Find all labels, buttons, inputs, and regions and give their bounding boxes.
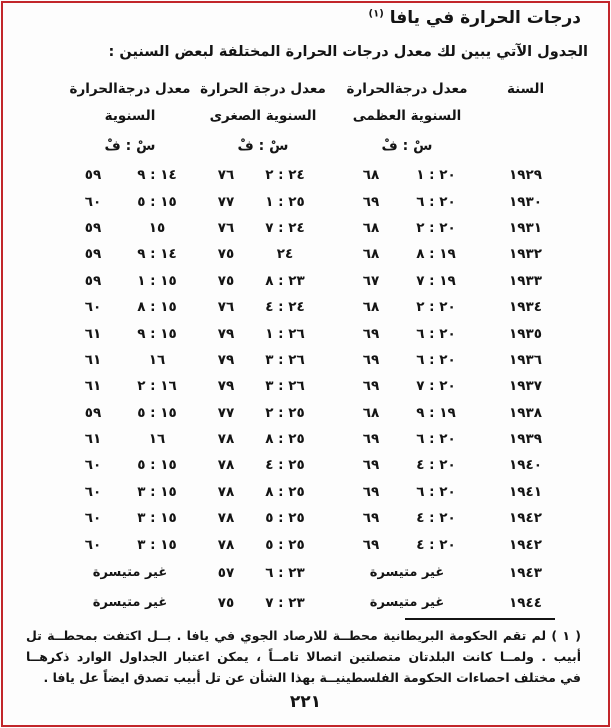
year-cell: ١٩٤٣ [509,564,542,581]
intro-text: الجدول الآتي يبين لك معدل درجات الحرارة المختلفة لبعض السنين : [108,44,588,60]
column-header-annual-temp: معدل درجةالحرارة [69,81,191,97]
annual-celsius-cell: ١٥ : ٩ [137,325,177,342]
annual-celsius-cell: ١٦ [148,351,166,368]
min-fahrenheit-cell: ٧٨ [217,510,235,527]
max-fahrenheit-cell: ٦٩ [362,536,380,553]
subheader-annual-max: السنوية العظمى [352,108,462,124]
min-fahrenheit-cell: ٧٦ [217,219,235,236]
subheader-annual: السنوية [104,108,156,124]
annual-celsius-cell: ١٥ : ٥ [137,457,177,474]
year-cell: ١٩٣٣ [509,272,542,289]
min-fahrenheit-cell: ٧٦ [217,167,235,184]
annual-fahrenheit-cell: ٥٩ [84,246,102,263]
annual-celsius-cell: ١٥ : ١ [137,272,177,289]
year-cell: ١٩٤٤ [509,594,542,611]
min-fahrenheit-cell: ٧٧ [217,404,235,421]
annual-fahrenheit-cell: ٥٩ [84,404,102,421]
max-celsius-cell: ٢٠ : ١ [416,167,456,184]
min-fahrenheit-cell: ٧٦ [217,299,235,316]
column-header-max-temp: معدل درجةالحرارة [346,81,468,97]
units-header-min: سْ : فْ [237,138,289,154]
max-fahrenheit-cell: ٦٩ [362,457,380,474]
annual-celsius-cell: ١٥ [148,219,166,236]
min-celsius-cell: ٢٦ : ٣ [265,351,305,368]
year-cell: ١٩٢٩ [509,167,542,184]
annual-celsius-cell: ١٦ [148,431,166,448]
min-fahrenheit-cell: ٧٥ [217,246,235,263]
min-celsius-cell: ٢٦ : ٣ [265,378,305,395]
year-cell: ١٩٤٠ [509,457,542,474]
units-header-annual: سْ : فْ [104,138,156,154]
units-header-max: سْ : فْ [381,138,433,154]
footnote-separator-line [405,618,555,620]
year-cell: ١٩٤٢ [509,510,542,527]
annual-fahrenheit-cell: ٦١ [84,351,102,368]
max-fahrenheit-cell: ٦٩ [362,351,380,368]
annual-celsius-cell: ١٥ : ٣ [137,536,177,553]
year-cell: ١٩٣٩ [509,431,542,448]
min-fahrenheit-cell: ٧٩ [217,378,235,395]
max-celsius-cell: ٢٠ : ٦ [416,483,456,500]
max-fahrenheit-cell: ٦٧ [362,272,380,289]
min-celsius-cell: ٢٣ : ٦ [265,564,305,581]
footnote [26,625,581,688]
min-fahrenheit-cell: ٧٨ [217,457,235,474]
max-celsius-cell: ٢٠ : ٦ [416,325,456,342]
max-celsius-cell: ٢٠ : ٦ [416,193,456,210]
min-celsius-cell: ٢٣ : ٧ [265,594,305,611]
min-celsius-cell: ٢٤ : ٤ [265,299,305,316]
min-celsius-cell: ٢٤ : ٧ [265,219,305,236]
annual-celsius-cell: ١٥ : ٥ [137,193,177,210]
footnote-reference-mark: (١) [368,8,384,20]
min-fahrenheit-cell: ٧٨ [217,536,235,553]
max-celsius-cell: ٢٠ : ٢ [416,219,456,236]
not-available-cell: غير متيسرة [369,595,445,611]
year-cell: ١٩٣٠ [509,193,542,210]
max-celsius-cell: ٢٠ : ٤ [416,536,456,553]
max-fahrenheit-cell: ٦٩ [362,378,380,395]
min-celsius-cell: ٢٥ : ٢ [265,404,305,421]
max-fahrenheit-cell: ٦٩ [362,325,380,342]
column-header-year: السنة [506,81,545,97]
max-fahrenheit-cell: ٦٩ [362,483,380,500]
max-fahrenheit-cell: ٦٨ [362,246,380,263]
year-cell: ١٩٣٤ [509,299,542,316]
min-fahrenheit-cell: ٥٧ [217,564,235,581]
annual-celsius-cell: ١٤ : ٩ [137,167,177,184]
min-celsius-cell: ٢٥ : ٥ [265,536,305,553]
annual-fahrenheit-cell: ٦٠ [84,457,102,474]
annual-celsius-cell: ١٥ : ٣ [137,483,177,500]
max-fahrenheit-cell: ٦٩ [362,431,380,448]
min-celsius-cell: ٢٥ : ٨ [265,431,305,448]
annual-celsius-cell: ١٥ : ٣ [137,510,177,527]
max-celsius-cell: ٢٠ : ٧ [416,378,456,395]
min-fahrenheit-cell: ٧٥ [217,272,235,289]
max-celsius-cell: ٢٠ : ٦ [416,431,456,448]
min-celsius-cell: ٢٥ : ٨ [265,483,305,500]
column-header-min-temp: معدل درجة الحرارة [200,81,326,97]
year-cell: ١٩٣١ [509,219,542,236]
page-title-text: درجات الحرارة في يافا [389,8,581,28]
min-fahrenheit-cell: ٧٨ [217,431,235,448]
not-available-cell: غير متيسرة [92,595,168,611]
annual-fahrenheit-cell: ٥٩ [84,167,102,184]
year-cell: ١٩٣٥ [509,325,542,342]
not-available-cell: غير متيسرة [369,565,445,581]
min-celsius-cell: ٢٤ : ٢ [265,167,305,184]
min-fahrenheit-cell: ٧٥ [217,594,235,611]
annual-celsius-cell: ١٥ : ٨ [137,299,177,316]
max-celsius-cell: ١٩ : ٧ [416,272,456,289]
annual-fahrenheit-cell: ٥٩ [84,219,102,236]
annual-fahrenheit-cell: ٦١ [84,325,102,342]
year-cell: ١٩٣٢ [509,246,542,263]
min-fahrenheit-cell: ٧٩ [217,325,235,342]
annual-fahrenheit-cell: ٥٩ [84,272,102,289]
page-number: ٢٢١ [289,692,322,712]
annual-fahrenheit-cell: ٦٠ [84,510,102,527]
not-available-cell: غير متيسرة [92,565,168,581]
max-celsius-cell: ٢٠ : ٤ [416,510,456,527]
min-fahrenheit-cell: ٧٧ [217,193,235,210]
min-celsius-cell: ٢٣ : ٨ [265,272,305,289]
max-fahrenheit-cell: ٦٨ [362,167,380,184]
min-celsius-cell: ٢٥ : ٥ [265,510,305,527]
year-cell: ١٩٣٧ [509,378,542,395]
max-fahrenheit-cell: ٦٨ [362,219,380,236]
year-cell: ١٩٣٦ [509,351,542,368]
max-fahrenheit-cell: ٦٩ [362,193,380,210]
max-fahrenheit-cell: ٦٨ [362,404,380,421]
max-celsius-cell: ٢٠ : ٤ [416,457,456,474]
max-fahrenheit-cell: ٦٨ [362,299,380,316]
year-cell: ١٩٤١ [509,483,542,500]
min-celsius-cell: ٢٥ : ٤ [265,457,305,474]
min-celsius-cell: ٢٤ [276,246,294,263]
min-fahrenheit-cell: ٧٩ [217,351,235,368]
annual-fahrenheit-cell: ٦٠ [84,193,102,210]
max-celsius-cell: ١٩ : ٩ [416,404,456,421]
year-cell: ١٩٤٢ [509,536,542,553]
annual-fahrenheit-cell: ٦٠ [84,536,102,553]
annual-celsius-cell: ١٤ : ٩ [137,246,177,263]
max-celsius-cell: ٢٠ : ٢ [416,299,456,316]
annual-fahrenheit-cell: ٦٠ [84,299,102,316]
annual-celsius-cell: ١٦ : ٢ [137,378,177,395]
page-title [369,8,581,28]
annual-celsius-cell: ١٥ : ٥ [137,404,177,421]
year-cell: ١٩٣٨ [509,404,542,421]
footnote-line: في مختلف احصاءات الحكومة الفلسطينيــة بهذا الشأن عن تل أبيب تصدق ايضاً عل يافا . [43,670,581,685]
min-celsius-cell: ٢٥ : ١ [265,193,305,210]
temperature-table [66,76,553,618]
footnote-line: ( ١ ) لم تقم الحكومة البريطانية محطــة للارصاد الجوي في يافا . بــل اكتفت بمحطــة تل [26,628,581,643]
annual-fahrenheit-cell: ٦٠ [84,483,102,500]
max-celsius-cell: ٢٠ : ٦ [416,351,456,368]
max-celsius-cell: ١٩ : ٨ [416,246,456,263]
max-fahrenheit-cell: ٦٩ [362,510,380,527]
annual-fahrenheit-cell: ٦١ [84,378,102,395]
min-celsius-cell: ٢٦ : ١ [265,325,305,342]
subheader-annual-min: السنوية الصغرى [209,108,317,124]
annual-fahrenheit-cell: ٦١ [84,431,102,448]
footnote-line: أبيب . ولمــا كانت البلدتان متصلتين اتصالا تامــاً ، يمكن اعتبار الجداول الوارد ذكرهــا [26,649,581,664]
min-fahrenheit-cell: ٧٨ [217,483,235,500]
